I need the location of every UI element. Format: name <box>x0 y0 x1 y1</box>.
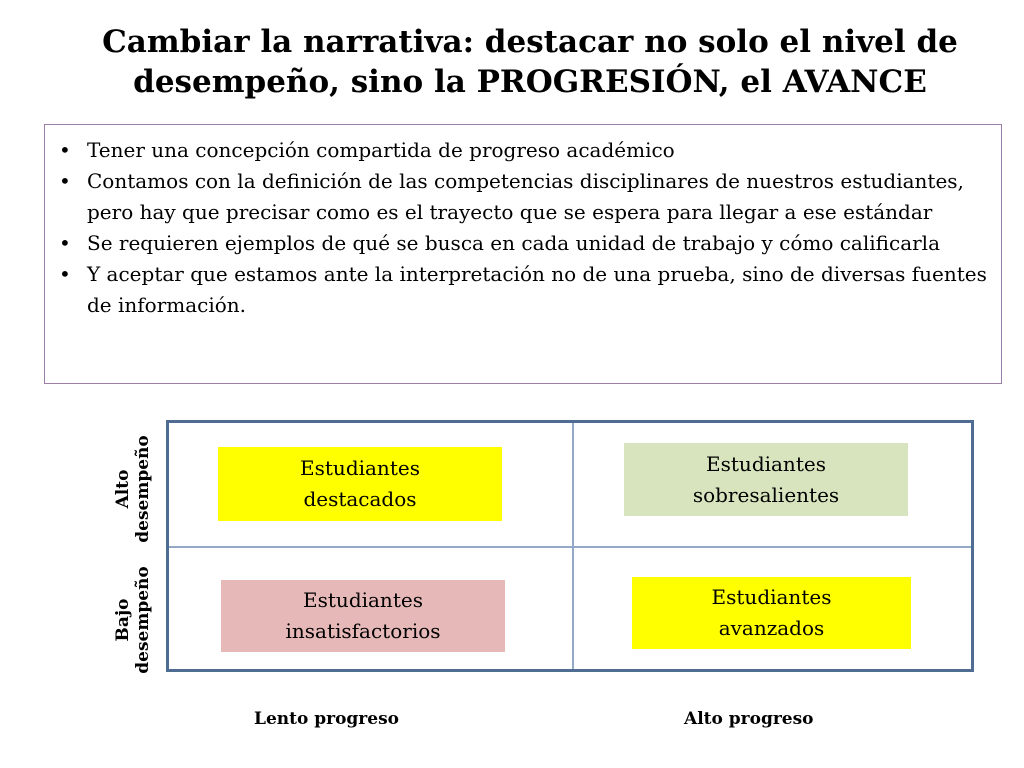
quadrant-sobresalientes <box>624 443 908 516</box>
quadrant-label-line-2: insatisfactorios <box>285 619 441 643</box>
y-label-line-1: Alto <box>113 469 133 509</box>
bullet-list-box <box>44 124 1002 384</box>
bullet-item: • Contamos con la definición de las competencias disciplinares de nuestros estudiantes, pero hay que precisar como es el trayecto que se espera para llegar a ese estándar <box>87 166 987 228</box>
bullet-item: • Y aceptar que estamos ante la interpretación no de una prueba, sino de diversas fuentes de información. <box>87 259 987 321</box>
quadrant-label-line-1: Estudiantes <box>303 588 423 612</box>
quadrant-label-line-1: Estudiantes <box>300 456 420 480</box>
quadrant-destacados <box>218 447 502 521</box>
quadrant-label-line-1: Estudiantes <box>706 451 826 476</box>
matrix-horizontal-divider <box>169 546 971 548</box>
quadrant-label-line-2: sobresalientes <box>692 482 840 507</box>
x-axis-label-low: Lento progreso <box>254 709 399 729</box>
slide-title <box>60 22 1000 102</box>
x-axis-label-high: Alto progreso <box>684 709 814 729</box>
y-label-line-2: desempeño <box>133 435 153 543</box>
quadrant-label-line-1: Estudiantes <box>711 585 832 609</box>
bullet-item: • Tener una concepción compartida de progreso académico <box>87 135 987 166</box>
y-label-line-1: Bajo <box>113 598 133 642</box>
bullet-item: • Se requieren ejemplos de qué se busca en cada unidad de trabajo y cómo calificarla <box>87 228 987 259</box>
quadrant-avanzados <box>632 577 911 649</box>
quadrant-label-line-2: avanzados <box>718 616 825 640</box>
title-line-2: desempeño, sino la PROGRESIÓN, el AVANCE <box>133 64 927 100</box>
quadrant-insatisfactorios <box>221 580 505 652</box>
quadrant-label-line-2: destacados <box>303 487 417 511</box>
title-line-1: Cambiar la narrativa: destacar no solo el nivel de <box>102 24 958 60</box>
y-label-line-2: desempeño <box>133 566 153 674</box>
y-axis-label-low <box>113 520 157 720</box>
bullet-list <box>45 135 987 321</box>
